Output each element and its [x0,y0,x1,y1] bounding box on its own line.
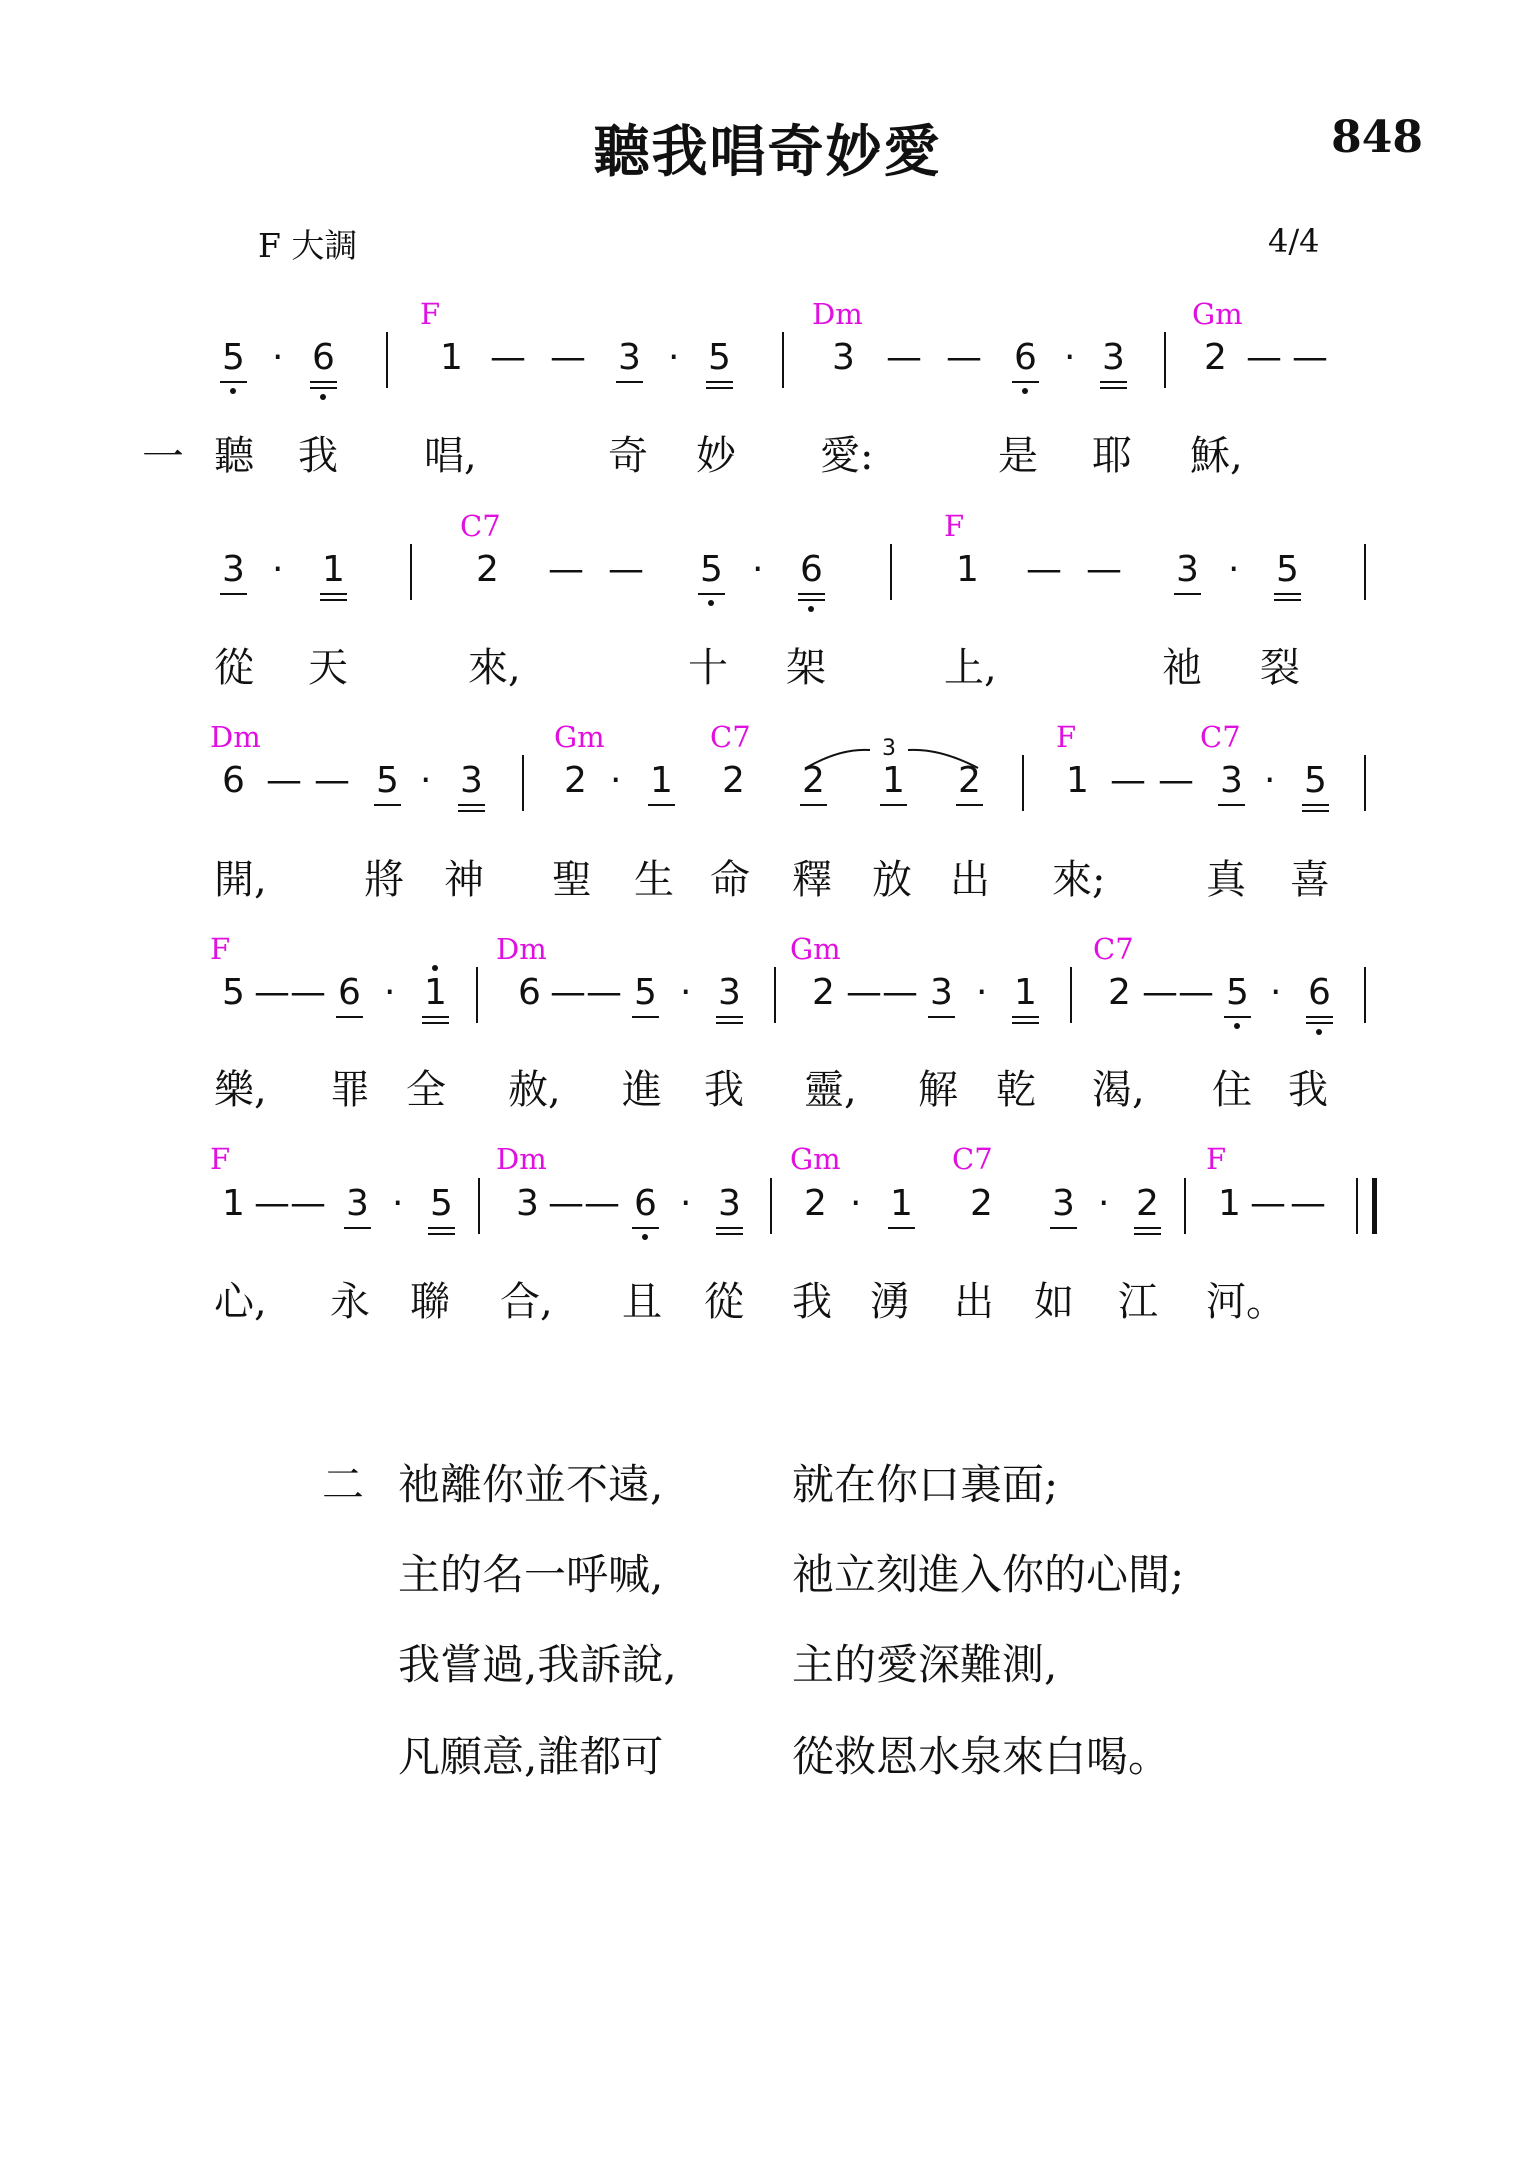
note: 3 [832,337,855,378]
dot: · [610,760,622,801]
chord-symbol: Dm [496,932,547,966]
dash: — [1178,972,1214,1013]
chord-symbol: F [944,509,965,543]
dash: — [490,337,526,378]
lyric-syllable: 釋 [792,857,832,903]
verse-1-number: 一 [142,432,185,481]
lyric-syllable: 穌, [1190,433,1243,479]
chord-symbol: F [1056,720,1077,754]
note: 2 [476,549,499,590]
lyric-syllable: 聖 [552,857,592,903]
note: 3 [930,975,953,1011]
dash: — [550,972,586,1013]
note: 2 [722,760,745,801]
note: 2 [802,763,825,799]
dash: — [314,760,350,801]
dash: — [584,1183,620,1224]
note: 5 [634,975,657,1011]
triplet-number: 3 [882,736,896,761]
barline [476,967,478,1023]
dot: · [680,972,692,1013]
note: 6 [518,972,541,1013]
note: 3 [346,1186,369,1222]
chord-symbol: Dm [210,720,261,754]
lyric-syllable: 神 [444,857,484,903]
barline [1364,967,1366,1023]
dot: · [680,1183,692,1224]
lyric-syllable: 將 [364,857,404,903]
note: 1 [1218,1183,1241,1224]
dot: · [420,760,432,801]
note: 2 [564,760,587,801]
lyric-syllable: 乾 [996,1067,1036,1113]
dot: · [1270,972,1282,1013]
chord-symbol: C7 [1200,720,1241,754]
note: 3 [1176,552,1199,588]
note: 5 [430,1186,453,1222]
note: 6 [312,340,335,376]
chord-symbol: Dm [496,1142,547,1176]
chord-symbol: F [420,297,441,331]
barline [410,544,412,600]
barline [1022,755,1024,811]
lyric-syllable: 渴, [1092,1067,1145,1113]
note: 5 [222,340,245,376]
note: 6 [1308,975,1331,1011]
lyric-syllable: 命 [710,857,750,903]
lyric-syllable: 且 [622,1279,662,1325]
dash: — [1290,1183,1326,1224]
lyric-syllable: 聽 [214,433,254,479]
note: 5 [376,763,399,799]
lyric-syllable: 從 [704,1279,744,1325]
chord-symbol: C7 [952,1142,993,1176]
final-barline [1372,1178,1377,1234]
barline [782,332,784,388]
dash: — [1158,760,1194,801]
chord-symbol: C7 [710,720,751,754]
note: 5 [708,340,731,376]
dash: — [1142,972,1178,1013]
lyric-syllable: 出 [954,1279,994,1325]
hymn-number: 848 [1331,112,1423,163]
note: 1 [1066,760,1089,801]
dash: — [548,1183,584,1224]
dash: — [1246,337,1282,378]
dash: — [946,337,982,378]
barline [386,332,388,388]
verse-2-line-1a: 祂離你並不遠, [398,1460,664,1509]
dot: · [384,972,396,1013]
lyric-syllable: 永 [330,1279,370,1325]
note: 3 [222,552,245,588]
lyric-syllable: 我 [792,1279,832,1325]
note: 1 [1014,975,1037,1011]
chord-symbol: F [210,932,231,966]
barline [1364,544,1366,600]
note: 2 [1108,972,1131,1013]
barline [1070,967,1072,1023]
dash: — [290,1183,326,1224]
dot: · [1064,337,1076,378]
lyric-syllable: 出 [950,857,990,903]
note: 1 [424,975,447,1011]
dash: — [882,972,918,1013]
note: 2 [804,1183,827,1224]
note: 3 [718,975,741,1011]
note: 3 [718,1186,741,1222]
chord-symbol: Gm [790,932,841,966]
lyric-syllable: 架 [786,645,826,691]
note: 2 [958,763,981,799]
lyric-syllable: 是 [998,433,1038,479]
lyric-syllable: 罪 [330,1067,370,1113]
lyric-syllable: 放 [872,857,912,903]
barline [1364,755,1366,811]
note: 5 [1226,975,1249,1011]
dash: — [1110,760,1146,801]
lyric-syllable: 生 [634,857,674,903]
lyric-syllable: 來; [1052,857,1106,903]
lyric-syllable: 聯 [410,1279,450,1325]
note: 5 [700,552,723,588]
lyric-syllable: 真 [1206,857,1246,903]
note: 1 [222,1183,245,1224]
lyric-syllable: 靈, [804,1067,857,1113]
key-signature: F 大調 [258,226,358,265]
chord-symbol: Gm [1192,297,1243,331]
lyric-syllable: 住 [1212,1067,1252,1113]
dot: · [392,1183,404,1224]
note: 2 [1204,337,1227,378]
dash: — [548,549,584,590]
dash: — [550,337,586,378]
verse-2-line-1b: 就在你口裏面; [792,1460,1059,1509]
note: 5 [1304,763,1327,799]
lyric-syllable: 唱, [424,433,477,479]
chord-symbol: F [1206,1142,1227,1176]
dot: · [976,972,988,1013]
lyric-syllable: 赦, [508,1067,561,1113]
note: 2 [812,972,835,1013]
chord-symbol: F [210,1142,231,1176]
lyric-syllable: 喜 [1290,857,1330,903]
chord-symbol: Gm [554,720,605,754]
dash: — [586,972,622,1013]
verse-2-line-3a: 我嘗過,我訴說, [398,1640,677,1689]
barline [1164,332,1166,388]
note: 6 [800,552,823,588]
dot: · [668,337,680,378]
dash: — [846,972,882,1013]
dash: — [608,549,644,590]
dash: — [886,337,922,378]
dot: · [752,549,764,590]
chord-symbol: Dm [812,297,863,331]
final-barline [1356,1178,1358,1234]
dot: · [1098,1183,1110,1224]
note: 3 [1052,1186,1075,1222]
verse-2-line-4a: 凡願意,誰都可 [398,1732,664,1781]
dot: · [272,549,284,590]
note: 2 [970,1183,993,1224]
lyric-syllable: 上, [944,645,997,691]
note: 5 [1276,552,1299,588]
note: 3 [1220,763,1243,799]
lyric-syllable: 我 [1288,1067,1328,1113]
note: 3 [516,1183,539,1224]
barline [890,544,892,600]
lyric-syllable: 祂 [1162,645,1202,691]
dash: — [1292,337,1328,378]
note: 1 [882,763,905,799]
chord-symbol: C7 [1093,932,1134,966]
dash: — [254,972,290,1013]
dash: — [266,760,302,801]
verse-2-line-4b: 從救恩水泉來白喝。 [792,1732,1171,1781]
dot: · [272,337,284,378]
note: 1 [956,549,979,590]
note: 1 [440,337,463,378]
note: 3 [618,340,641,376]
lyric-syllable: 進 [622,1067,662,1113]
lyric-syllable: 江 [1118,1279,1158,1325]
lyric-syllable: 來, [468,645,521,691]
lyric-syllable: 樂, [214,1067,267,1113]
lyric-syllable: 十 [688,645,728,691]
dot: · [1228,549,1240,590]
note: 2 [1136,1186,1159,1222]
dash: — [1250,1183,1286,1224]
lyric-syllable: 奇 [608,433,648,479]
note: 1 [322,552,345,588]
dot: · [850,1183,862,1224]
verse-2-line-3b: 主的愛深難測, [792,1640,1058,1689]
lyric-syllable: 從 [214,645,254,691]
dash: — [1026,549,1062,590]
barline [1184,1178,1186,1234]
lyric-syllable: 全 [406,1067,446,1113]
barline [478,1178,480,1234]
hymn-title: 聽我唱奇妙愛 [593,120,942,185]
lyric-syllable: 愛: [820,433,874,479]
note: 1 [890,1186,913,1222]
lyric-syllable: 耶 [1092,433,1132,479]
lyric-syllable: 我 [298,433,338,479]
lyric-syllable: 解 [918,1067,958,1113]
chord-symbol: C7 [460,509,501,543]
lyric-syllable: 裂 [1260,645,1300,691]
lyric-syllable: 心, [214,1279,267,1325]
dot: · [1264,760,1276,801]
note: 6 [634,1186,657,1222]
note: 5 [222,972,245,1013]
barline [522,755,524,811]
note: 6 [1014,340,1037,376]
lyric-syllable: 我 [704,1067,744,1113]
dash: — [254,1183,290,1224]
dash: — [1086,549,1122,590]
lyric-syllable: 天 [308,645,348,691]
lyric-syllable: 開, [214,857,267,903]
dash: — [290,972,326,1013]
note: 6 [338,975,361,1011]
lyric-syllable: 合, [500,1279,553,1325]
lyric-syllable: 湧 [870,1279,910,1325]
note: 3 [460,763,483,799]
verse-2-line-2a: 主的名一呼喊, [398,1550,664,1599]
barline [774,967,776,1023]
lyric-syllable: 妙 [696,433,736,479]
triplet-bracket [800,738,1000,778]
note: 1 [650,763,673,799]
verse-2-number: 二 [322,1460,365,1509]
verse-2-line-2b: 祂立刻進入你的心間; [792,1550,1185,1599]
time-signature: 4/4 [1268,222,1320,260]
lyric-syllable: 河。 [1206,1279,1286,1325]
note: 6 [222,760,245,801]
note: 3 [1102,340,1125,376]
chord-symbol: Gm [790,1142,841,1176]
lyric-syllable: 如 [1034,1279,1074,1325]
barline [770,1178,772,1234]
